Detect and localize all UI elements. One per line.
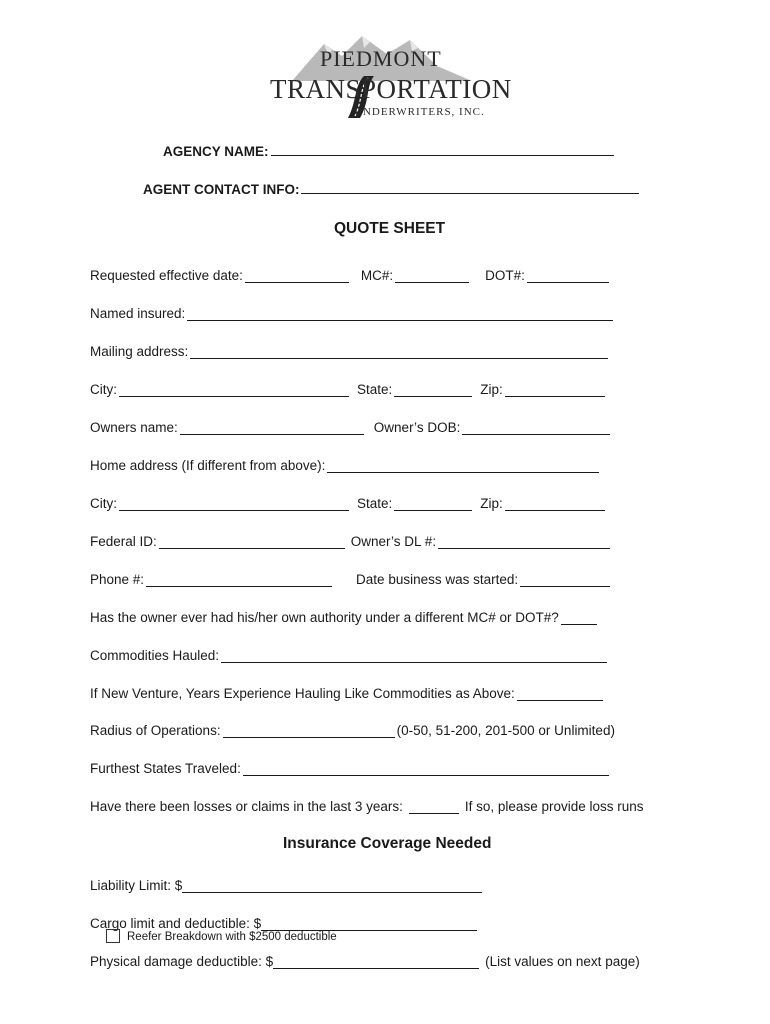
federal-id-label: Federal ID: — [90, 534, 157, 549]
mc-field[interactable] — [395, 270, 469, 283]
named-insured-label: Named insured: — [90, 306, 186, 321]
liability-field[interactable] — [182, 880, 482, 893]
owners-name-field[interactable] — [180, 422, 364, 435]
phone-field[interactable] — [146, 574, 332, 587]
dot-field[interactable] — [527, 270, 609, 283]
state-label-2: State: — [357, 496, 393, 511]
city-field-2[interactable] — [119, 498, 349, 511]
home-address-label: Home address (If different from above): — [90, 458, 326, 473]
reefer-label: Reefer Breakdown with $2500 deductible — [127, 931, 337, 943]
agent-contact-label: AGENT CONTACT INFO: — [143, 182, 300, 197]
logo-line-2: TRANSPORTATION — [270, 74, 512, 104]
mailing-address-label: Mailing address: — [90, 344, 189, 359]
losses-note: If so, please provide loss runs — [464, 799, 644, 814]
city-field[interactable] — [119, 384, 349, 397]
radius-label: Radius of Operations: — [90, 723, 221, 738]
agency-name-label: AGENCY NAME: — [163, 144, 269, 159]
cargo-label: Cargo limit and deductible: $ — [90, 916, 262, 931]
phone-row — [90, 569, 660, 587]
mailing-address-row — [90, 341, 660, 359]
prior-authority-row — [90, 607, 660, 625]
zip-field[interactable] — [505, 384, 605, 397]
page-title: QUOTE SHEET — [334, 220, 446, 237]
agent-contact-field[interactable] — [301, 181, 639, 194]
zip-field-2[interactable] — [505, 498, 605, 511]
commodities-label: Commodities Hauled: — [90, 648, 220, 663]
owners-dl-label: Owner’s DL #: — [350, 534, 437, 549]
phone-label: Phone #: — [90, 572, 145, 587]
commodities-field[interactable] — [221, 650, 607, 663]
radius-row — [90, 720, 660, 738]
new-venture-field[interactable] — [517, 688, 603, 701]
physical-damage-note: (List values on next page) — [485, 954, 640, 969]
named-insured-field[interactable] — [187, 308, 613, 321]
city-label-2: City: — [90, 496, 117, 511]
prior-authority-field[interactable] — [561, 612, 597, 625]
losses-field[interactable] — [409, 801, 459, 814]
home-address-row — [90, 455, 660, 473]
radius-field[interactable] — [223, 725, 395, 738]
effective-date-field[interactable] — [245, 270, 349, 283]
cargo-row — [90, 913, 660, 931]
agency-name-row — [163, 143, 616, 159]
liability-label: Liability Limit: $ — [90, 878, 183, 893]
logo-line-1: PIEDMONT — [320, 46, 442, 71]
furthest-states-field[interactable] — [243, 763, 609, 776]
owners-dob-label: Owner’s DOB: — [373, 420, 461, 435]
commodities-row — [90, 645, 660, 663]
agency-name-field[interactable] — [271, 143, 614, 156]
owners-row — [90, 417, 660, 435]
state-field-2[interactable] — [394, 498, 472, 511]
new-venture-label: If New Venture, Years Experience Hauling Like Commodities as Above: — [90, 686, 515, 701]
date-started-label: Date business was started: — [356, 572, 519, 587]
zip-label-2: Zip: — [480, 496, 503, 511]
city-label: City: — [90, 382, 117, 397]
federal-id-field[interactable] — [159, 536, 345, 549]
owners-dl-field[interactable] — [438, 536, 610, 549]
agent-contact-row — [143, 181, 641, 197]
named-insured-row — [90, 303, 660, 321]
furthest-states-label: Furthest States Traveled: — [90, 761, 241, 776]
new-venture-row — [90, 683, 660, 701]
logo-line-3: UNDERWRITERS, INC. — [354, 106, 485, 118]
city-state-zip-row-2 — [90, 493, 660, 511]
radius-note: (0-50, 51-200, 201-500 or Unlimited) — [396, 723, 615, 738]
losses-label: Have there been losses or claims in the last 3 years: — [90, 799, 403, 814]
cargo-field[interactable] — [261, 918, 477, 931]
state-field[interactable] — [394, 384, 472, 397]
physical-damage-row — [90, 951, 680, 969]
owners-dob-field[interactable] — [462, 422, 610, 435]
company-logo — [262, 26, 512, 126]
losses-row — [90, 796, 680, 814]
furthest-states-row — [90, 758, 660, 776]
physical-damage-label: Physical damage deductible: $ — [90, 954, 274, 969]
effective-date-label: Requested effective date: — [90, 268, 243, 283]
prior-authority-label: Has the owner ever had his/her own authority under a different MC# or DOT#? — [90, 610, 559, 625]
coverage-heading: Insurance Coverage Needed — [283, 835, 492, 852]
owners-name-label: Owners name: — [90, 420, 178, 435]
effective-date-row — [90, 265, 660, 283]
liability-row — [90, 875, 660, 893]
reefer-checkbox[interactable] — [106, 929, 120, 943]
mc-label: MC#: — [360, 268, 394, 283]
city-state-zip-row — [90, 379, 660, 397]
state-label: State: — [357, 382, 393, 397]
date-started-field[interactable] — [520, 574, 610, 587]
federal-id-row — [90, 531, 660, 549]
mailing-address-field[interactable] — [190, 346, 608, 359]
dot-label: DOT#: — [485, 268, 525, 283]
home-address-field[interactable] — [327, 460, 599, 473]
zip-label: Zip: — [480, 382, 503, 397]
physical-damage-field[interactable] — [273, 956, 479, 969]
